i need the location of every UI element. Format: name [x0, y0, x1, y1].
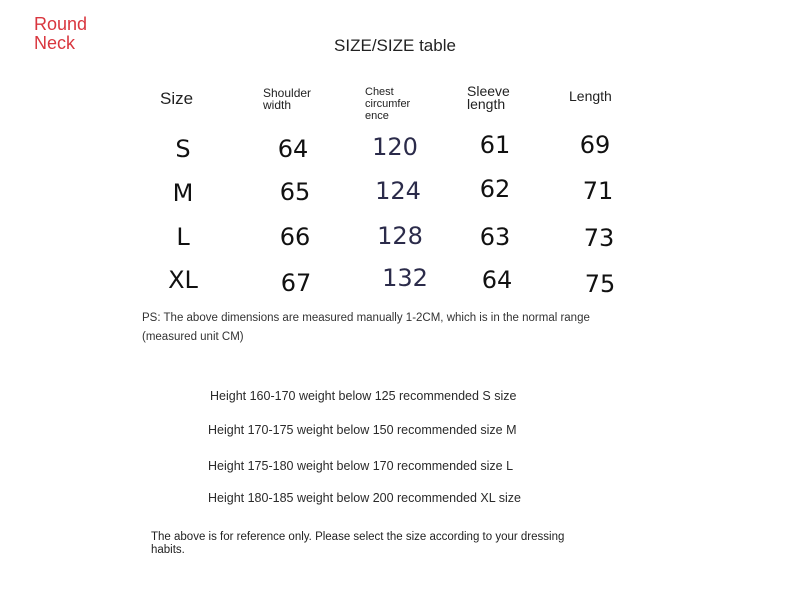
brand-line-1: Round [34, 14, 88, 34]
cell-sleeve: 61 [479, 131, 511, 159]
header-sleeve-line-2: length [467, 96, 506, 112]
header-shoulder [263, 87, 311, 111]
cell-length: 71 [582, 177, 614, 205]
cell-shoulder: 67 [280, 269, 312, 297]
header-chest-line-1: Chest [365, 86, 394, 98]
cell-chest: 124 [375, 177, 421, 205]
measurement-note-line-2: (measured unit CM) [142, 331, 244, 343]
recommendation-item: Height 180-185 weight below 200 recommended XL size [208, 491, 521, 505]
header-sleeve-line-1: Sleeve [467, 83, 510, 99]
cell-chest: 128 [377, 222, 423, 250]
cell-length: 75 [584, 270, 616, 298]
brand-label [34, 15, 124, 53]
header-size: Size [160, 89, 194, 108]
measurement-note [142, 309, 590, 347]
cell-size: L [176, 223, 190, 251]
brand-line-2: Neck [34, 33, 76, 53]
cell-chest: 120 [372, 133, 418, 161]
header-shoulder-line-2: width [263, 98, 292, 112]
header-chest [365, 86, 410, 122]
cell-size: M [172, 179, 194, 207]
disclaimer-line-2: habits. [151, 544, 185, 556]
cell-sleeve: 62 [479, 175, 511, 203]
header-shoulder-line-1: Shoulder [263, 86, 312, 100]
recommendation-item: Height 175-180 weight below 170 recommended size L [208, 459, 514, 473]
recommendation-item: Height 170-175 weight below 150 recommended size M [208, 423, 517, 437]
cell-sleeve: 63 [479, 223, 511, 251]
cell-chest: 132 [382, 264, 428, 292]
page-title: SIZE/SIZE table [334, 36, 456, 55]
cell-shoulder: 66 [279, 223, 311, 251]
cell-shoulder: 64 [277, 135, 309, 163]
header-sleeve [467, 85, 510, 111]
disclaimer [151, 531, 601, 557]
cell-sleeve: 64 [481, 266, 513, 294]
cell-size: S [175, 135, 191, 163]
header-chest-line-2: circumfer [365, 98, 411, 110]
cell-shoulder: 65 [279, 178, 311, 206]
recommendation-item: Height 160-170 weight below 125 recommended S size [210, 389, 517, 403]
header-chest-line-3: ence [365, 110, 389, 122]
header-length: Length [569, 88, 612, 104]
disclaimer-line-1: The above is for reference only. Please select the size according to your dressing [151, 531, 565, 543]
measurement-note-line-1: PS: The above dimensions are measured manually 1-2CM, which is in the normal range [142, 312, 590, 324]
cell-length: 69 [579, 131, 611, 159]
cell-length: 73 [583, 224, 615, 252]
cell-size: XL [168, 266, 198, 294]
